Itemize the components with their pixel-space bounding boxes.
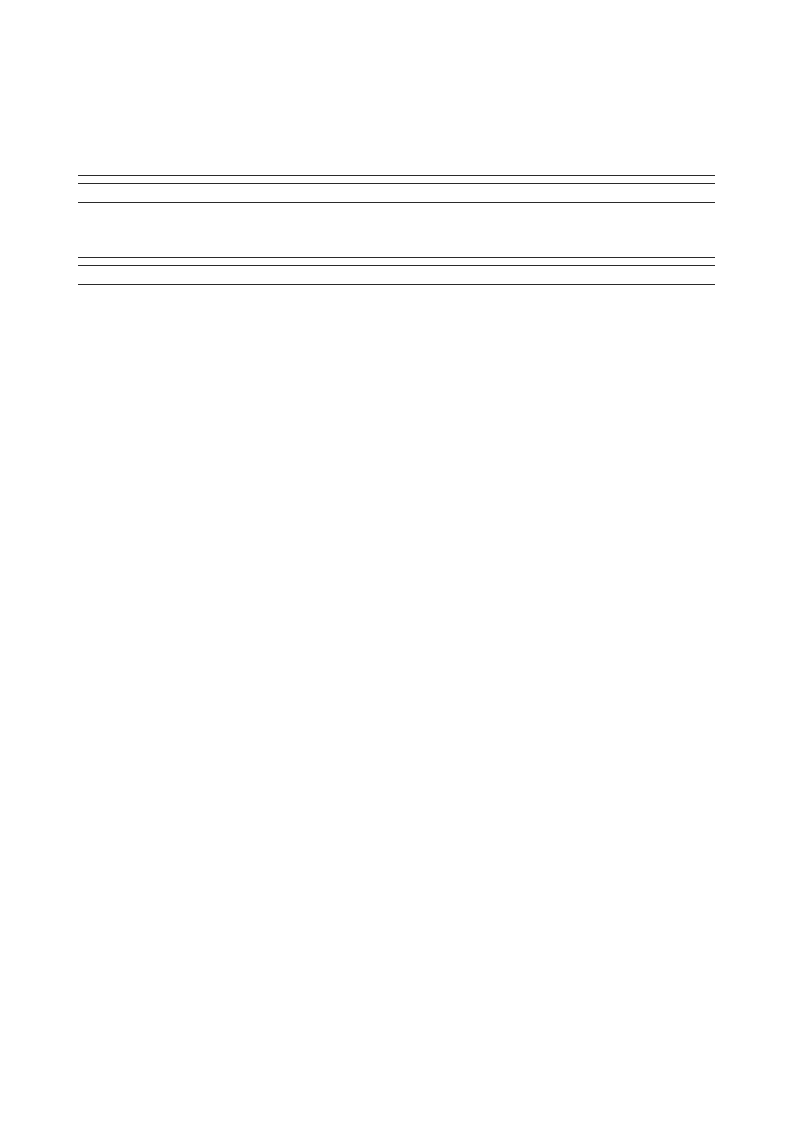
section-heading-2-4 (78, 99, 383, 115)
table-3-block (0, 137, 793, 203)
table-4-block (0, 219, 793, 285)
table-3-caption-zh (78, 137, 715, 151)
table-4-caption-en (78, 238, 715, 251)
page-header (0, 0, 793, 65)
right-column (411, 291, 716, 361)
section-heading-2-5 (78, 305, 383, 321)
table-3-header-row (78, 176, 715, 184)
section-2-5-and-3 (0, 291, 793, 361)
table-4 (78, 257, 715, 285)
table-3 (78, 175, 715, 203)
table-3-caption-en (78, 156, 715, 169)
left-column (78, 291, 383, 361)
table-4-caption-zh (78, 219, 715, 233)
table-4-header-row (78, 258, 715, 266)
table-row (78, 199, 715, 203)
section-heading-3 (78, 339, 383, 355)
left-column (78, 85, 383, 121)
table-row (78, 281, 715, 285)
right-column (411, 85, 716, 121)
section-2-4 (0, 85, 793, 121)
